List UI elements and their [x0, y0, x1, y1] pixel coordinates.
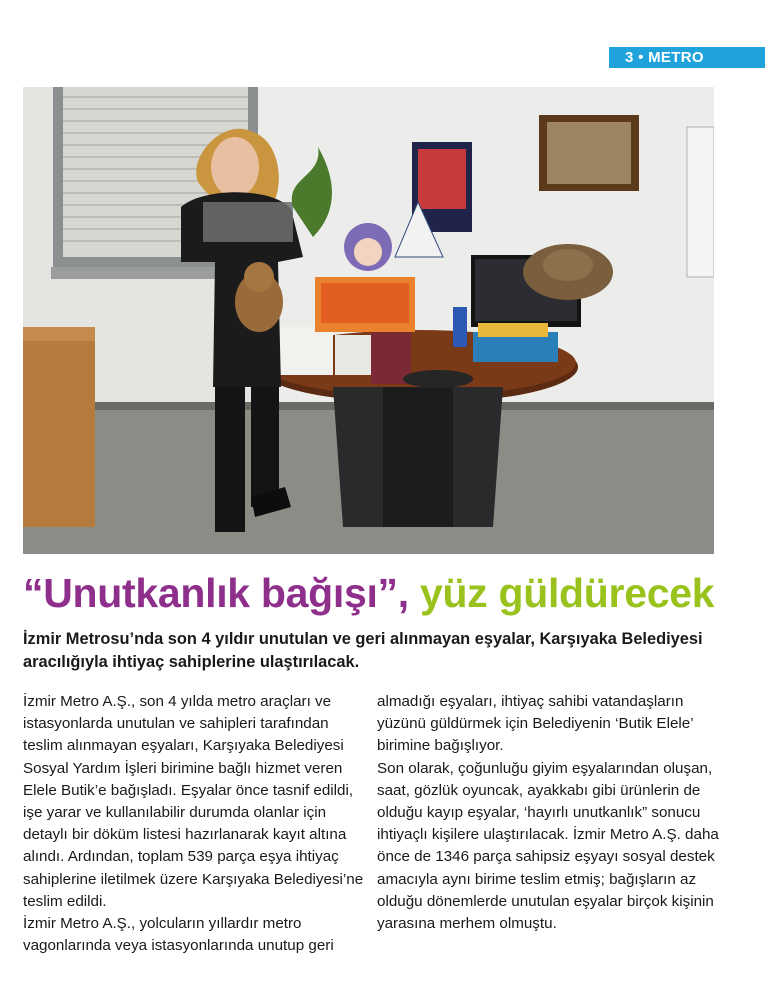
headline-quoted: “Unutkanlık bağışı”, — [23, 570, 409, 616]
photo-illustration — [23, 87, 714, 554]
body-paragraph: almadığı eşyaları, ihtiyaç sahibi vatandaşların yüzünü güldürmek için Belediyenin ‘Butik Elele’ birimine bağışlıyor. — [377, 693, 694, 755]
body-column-right — [377, 691, 722, 935]
body-paragraph: İzmir Metro A.Ş., son 4 yılda metro araçları ve istasyonlarda unutulan ve sahipleri tarafından teslim alınmayan eşyaları, Karşıyaka Belediyesi Sosyal Yardım İşleri birimine bağlı hizmet veren Elele Butik’e bağışladı. Eşyalar önce tasnif edildi, işe yarar ve kullanılabilir durumda olanlar için detaylı bir döküm listesi hazırlanarak kayıt altına alındı. Ardından, toplam 539 parça eşya ihtiyaç sahiplerine iletilmek üzere Karşıyaka Belediyesi’ne teslim edildi. — [23, 693, 364, 910]
headline — [23, 568, 743, 618]
headline-rest: yüz güldürecek — [419, 570, 715, 616]
body-paragraph: Son olarak, çoğunluğu giyim eşyalarından oluşan, saat, gözlük oyuncak, ayakkabı gibi ürünlerin de olduğu kayıp eşyalar, ‘hayırlı unutkanlık” sonucu ihtiyaçlı kişilere ulaştırılacak. İzmir Metro A.Ş. daha önce de 1346 parça sahipsiz eşyayı sosyal destek amacıyla aynı birime teslim etmiş; bağışların az olduğu dönemlerde unutulan eşyalar birçok kişinin yarasına merhem olmuştu. — [377, 759, 719, 933]
body-paragraph: İzmir Metro A.Ş., yolcuların yıllardır metro vagonlarında veya istasyonlarında unutup geri — [23, 915, 334, 955]
body-column-left — [23, 691, 368, 957]
lead-paragraph: İzmir Metrosu’nda son 4 yıldır unutulan ve geri alınmayan eşyalar, Karşıyaka Belediyesi aracılığıyla ihtiyaç sahiplerine ulaştırılacak. — [23, 630, 703, 671]
article-photo — [23, 87, 714, 554]
section-tag: 3 • METRO — [609, 47, 765, 68]
